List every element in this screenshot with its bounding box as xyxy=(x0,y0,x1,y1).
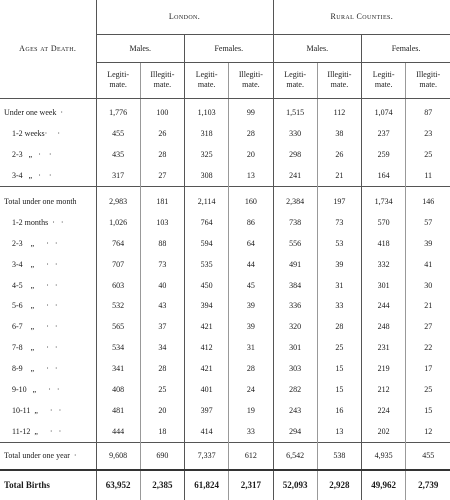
row-label: Total under one year · xyxy=(0,442,96,470)
table-cell: 7,337 xyxy=(185,442,229,470)
table-cell: 25 xyxy=(140,379,184,400)
rural-counties-header: Rural Counties. xyxy=(273,0,450,34)
table-row xyxy=(0,296,450,317)
table-cell: 99 xyxy=(229,103,273,124)
table-cell: 594 xyxy=(185,233,229,254)
table-cell: 414 xyxy=(185,421,229,442)
illegitimate-header: Illegiti- mate. xyxy=(406,62,450,98)
table-cell: 88 xyxy=(140,233,184,254)
table-cell: 26 xyxy=(140,123,184,144)
table-cell: 764 xyxy=(96,233,140,254)
table-cell: 538 xyxy=(317,442,361,470)
table-row xyxy=(0,191,450,212)
table-cell: 87 xyxy=(406,103,450,124)
table-row xyxy=(0,316,450,337)
table-row xyxy=(0,212,450,233)
table-cell: 57 xyxy=(406,212,450,233)
table-cell: 53 xyxy=(317,233,361,254)
table-body xyxy=(0,98,450,500)
table-cell: 241 xyxy=(273,165,317,186)
row-label: Total Births xyxy=(0,470,96,500)
table-cell: 248 xyxy=(362,316,406,337)
table-cell: 301 xyxy=(362,275,406,296)
table-cell: 64 xyxy=(229,233,273,254)
table-cell: 13 xyxy=(317,421,361,442)
row-label: 1-2 weeks· · xyxy=(4,129,60,139)
table-cell: 435 xyxy=(96,144,140,165)
table-cell: 764 xyxy=(185,212,229,233)
table-row xyxy=(0,379,450,400)
row-label: 10-11 „ · · xyxy=(4,405,62,415)
row-label: Under one week · xyxy=(4,108,64,118)
table-cell: 39 xyxy=(317,254,361,275)
table-cell: 27 xyxy=(140,165,184,186)
table-cell: 308 xyxy=(185,165,229,186)
table-cell: 444 xyxy=(96,421,140,442)
table-cell: 320 xyxy=(273,316,317,337)
table-cell: 282 xyxy=(273,379,317,400)
table-cell: 28 xyxy=(229,123,273,144)
table-cell: 20 xyxy=(229,144,273,165)
table-cell: 332 xyxy=(362,254,406,275)
table-cell: 2,317 xyxy=(229,470,273,500)
table-row xyxy=(0,442,450,470)
table-cell: 401 xyxy=(185,379,229,400)
table-cell: 37 xyxy=(140,316,184,337)
illegitimate-header: Illegiti- mate. xyxy=(317,62,361,98)
table-cell: 231 xyxy=(362,337,406,358)
table-cell: 738 xyxy=(273,212,317,233)
table-cell: 421 xyxy=(185,316,229,337)
table-cell: 25 xyxy=(406,144,450,165)
table-cell: 21 xyxy=(406,296,450,317)
table-cell: 219 xyxy=(362,358,406,379)
table-cell: 17 xyxy=(406,358,450,379)
table-cell: 325 xyxy=(185,144,229,165)
table-cell: 384 xyxy=(273,275,317,296)
row-label: 11-12 „ · · xyxy=(4,426,62,436)
london-males-header: Males. xyxy=(96,34,185,62)
table-row xyxy=(0,123,450,144)
table-cell: 24 xyxy=(229,379,273,400)
table-cell: 243 xyxy=(273,400,317,421)
table-cell: 9,608 xyxy=(96,442,140,470)
table-row xyxy=(0,165,450,186)
table-cell: 112 xyxy=(317,103,361,124)
legitimate-header: Legiti- mate. xyxy=(273,62,317,98)
table-cell: 330 xyxy=(273,123,317,144)
table-cell: 26 xyxy=(317,144,361,165)
table-cell: 39 xyxy=(229,296,273,317)
table-cell: 481 xyxy=(96,400,140,421)
table-row xyxy=(0,275,450,296)
table-cell: 33 xyxy=(317,296,361,317)
table-cell: 418 xyxy=(362,233,406,254)
table-cell: 612 xyxy=(229,442,273,470)
row-label: Total under one month xyxy=(4,197,77,206)
table-cell: 491 xyxy=(273,254,317,275)
row-label: 3-4 „ · · xyxy=(4,171,52,181)
london-header: London. xyxy=(96,0,273,34)
table-cell: 570 xyxy=(362,212,406,233)
table-cell: 15 xyxy=(406,400,450,421)
table-cell: 11 xyxy=(406,165,450,186)
table-cell: 534 xyxy=(96,337,140,358)
table-cell: 421 xyxy=(185,358,229,379)
table-cell: 30 xyxy=(406,275,450,296)
table-cell: 341 xyxy=(96,358,140,379)
table-cell: 317 xyxy=(96,165,140,186)
row-label: 5-6 „ · · xyxy=(4,301,58,311)
row-label: 9-10 „ · · xyxy=(4,385,60,395)
rural-females-header: Females. xyxy=(362,34,450,62)
table-cell: 535 xyxy=(185,254,229,275)
table-cell: 2,384 xyxy=(273,191,317,212)
table-cell: 1,074 xyxy=(362,103,406,124)
table-cell: 16 xyxy=(317,400,361,421)
table-cell: 565 xyxy=(96,316,140,337)
table-cell: 73 xyxy=(317,212,361,233)
table-cell: 160 xyxy=(229,191,273,212)
table-cell: 44 xyxy=(229,254,273,275)
table-cell: 6,542 xyxy=(273,442,317,470)
table-row xyxy=(0,233,450,254)
table-cell: 298 xyxy=(273,144,317,165)
table-cell: 52,093 xyxy=(273,470,317,500)
table-cell: 4,935 xyxy=(362,442,406,470)
table-cell: 455 xyxy=(406,442,450,470)
table-cell: 2,385 xyxy=(140,470,184,500)
legitimate-header: Legiti- mate. xyxy=(185,62,229,98)
table-row xyxy=(0,421,450,442)
table-cell: 28 xyxy=(140,358,184,379)
table-cell: 43 xyxy=(140,296,184,317)
table-row xyxy=(0,358,450,379)
table-cell: 259 xyxy=(362,144,406,165)
table-cell: 27 xyxy=(406,316,450,337)
table-cell: 2,739 xyxy=(406,470,450,500)
table-row xyxy=(0,470,450,500)
row-label: 8-9 „ · · xyxy=(4,364,58,374)
table-cell: 31 xyxy=(317,275,361,296)
table-row xyxy=(0,144,450,165)
table-cell: 15 xyxy=(317,358,361,379)
table-cell: 197 xyxy=(317,191,361,212)
row-label: 7-8 „ · · xyxy=(4,343,58,353)
table-cell: 1,734 xyxy=(362,191,406,212)
row-label: 3-4 „ · · xyxy=(4,259,58,269)
table-cell: 18 xyxy=(140,421,184,442)
table-cell: 40 xyxy=(140,275,184,296)
table-cell: 212 xyxy=(362,379,406,400)
table-cell: 336 xyxy=(273,296,317,317)
table-cell: 25 xyxy=(406,379,450,400)
illegitimate-header: Illegiti- mate. xyxy=(140,62,184,98)
table-cell: 202 xyxy=(362,421,406,442)
table-cell: 224 xyxy=(362,400,406,421)
table-cell: 28 xyxy=(317,316,361,337)
table-cell: 28 xyxy=(229,358,273,379)
table-cell: 394 xyxy=(185,296,229,317)
table-cell: 294 xyxy=(273,421,317,442)
table-cell: 318 xyxy=(185,123,229,144)
table-cell: 20 xyxy=(140,400,184,421)
table-cell: 301 xyxy=(273,337,317,358)
row-label: 1-2 months · · xyxy=(4,217,64,227)
table-cell: 450 xyxy=(185,275,229,296)
table-cell: 63,952 xyxy=(96,470,140,500)
table-cell: 45 xyxy=(229,275,273,296)
legitimate-header: Legiti- mate. xyxy=(96,62,140,98)
table-cell: 244 xyxy=(362,296,406,317)
table-cell: 707 xyxy=(96,254,140,275)
rural-males-header: Males. xyxy=(273,34,362,62)
table-cell: 2,928 xyxy=(317,470,361,500)
table-cell: 15 xyxy=(317,379,361,400)
table-cell: 303 xyxy=(273,358,317,379)
table-cell: 33 xyxy=(229,421,273,442)
table-row xyxy=(0,103,450,124)
row-label: 4-5 „ · · xyxy=(4,280,58,290)
table-cell: 397 xyxy=(185,400,229,421)
row-label: 2-3 „ · · xyxy=(4,238,58,248)
illegitimate-header: Illegiti- mate. xyxy=(229,62,273,98)
table-cell: 532 xyxy=(96,296,140,317)
table-cell: 2,114 xyxy=(185,191,229,212)
table-cell: 603 xyxy=(96,275,140,296)
table-cell: 12 xyxy=(406,421,450,442)
table-cell: 181 xyxy=(140,191,184,212)
table-cell: 408 xyxy=(96,379,140,400)
table-cell: 412 xyxy=(185,337,229,358)
legitimate-header: Legiti- mate. xyxy=(362,62,406,98)
table-cell: 28 xyxy=(140,144,184,165)
table-cell: 23 xyxy=(406,123,450,144)
table-cell: 146 xyxy=(406,191,450,212)
table-cell: 690 xyxy=(140,442,184,470)
table-cell: 39 xyxy=(229,316,273,337)
ages-at-death-header: Ages at Death. xyxy=(0,0,96,98)
table-cell: 31 xyxy=(229,337,273,358)
table-cell: 2,983 xyxy=(96,191,140,212)
table-row xyxy=(0,337,450,358)
table-cell: 39 xyxy=(406,233,450,254)
london-females-header: Females. xyxy=(185,34,274,62)
table-cell: 19 xyxy=(229,400,273,421)
table-cell: 21 xyxy=(317,165,361,186)
table-cell: 22 xyxy=(406,337,450,358)
table-cell: 41 xyxy=(406,254,450,275)
table-cell: 49,962 xyxy=(362,470,406,500)
table-cell: 13 xyxy=(229,165,273,186)
table-cell: 1,103 xyxy=(185,103,229,124)
table-cell: 38 xyxy=(317,123,361,144)
table-cell: 34 xyxy=(140,337,184,358)
table-cell: 86 xyxy=(229,212,273,233)
table-cell: 556 xyxy=(273,233,317,254)
table-cell: 1,026 xyxy=(96,212,140,233)
row-label: 2-3 „ · · xyxy=(4,150,52,160)
table-cell: 103 xyxy=(140,212,184,233)
table-row xyxy=(0,254,450,275)
row-label: 6-7 „ · · xyxy=(4,322,58,332)
table-cell: 1,776 xyxy=(96,103,140,124)
table-cell: 61,824 xyxy=(185,470,229,500)
table-cell: 73 xyxy=(140,254,184,275)
table-cell: 455 xyxy=(96,123,140,144)
table-cell: 237 xyxy=(362,123,406,144)
table-cell: 100 xyxy=(140,103,184,124)
table-cell: 1,515 xyxy=(273,103,317,124)
table-row xyxy=(0,400,450,421)
table-cell: 25 xyxy=(317,337,361,358)
table-cell: 164 xyxy=(362,165,406,186)
